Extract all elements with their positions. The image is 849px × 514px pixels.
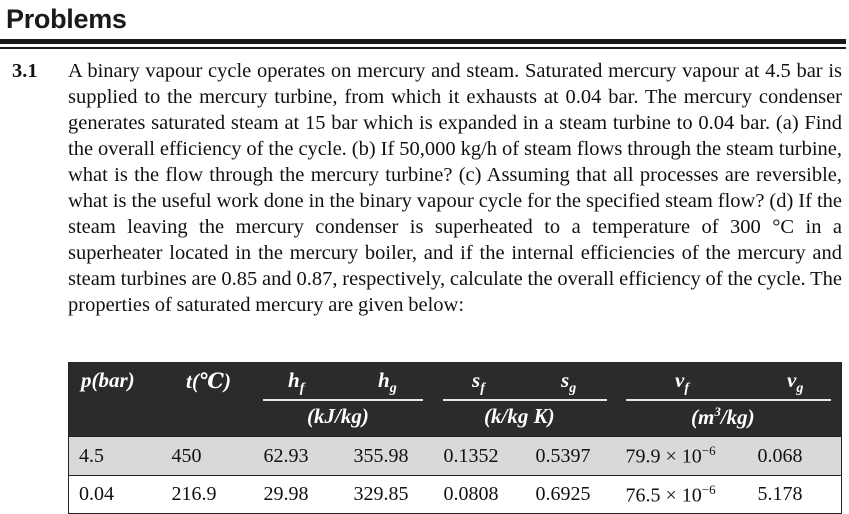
header-pressure: p(bar) bbox=[81, 368, 135, 392]
header-sf: $s_f$ bbox=[472, 368, 485, 397]
cell-hf: 62.93 bbox=[254, 437, 344, 476]
header-sg: $s_g$ bbox=[561, 368, 577, 397]
s-unit: (k/kg K) bbox=[484, 404, 555, 428]
cell-sg: 0.6925 bbox=[526, 476, 616, 514]
cell-hg: 329.85 bbox=[344, 476, 434, 514]
cell-sf: 0.1352 bbox=[434, 437, 526, 476]
s-unit-rule bbox=[443, 399, 607, 401]
problem-text: A binary vapour cycle operates on mercury and steam. Saturated mercury vapour at 4.5 bar is supplied to the mercury turbine, from which it exhausts at 0.04 bar. The mercury condenser generates saturated steam at 15 bar which is expanded in a steam turbine to 0.04 bar. (a) Find the overall efficiency of the cycle. (b) If 50,000 kg/h of steam flows through the steam turbine, what is the flow through the mercury turbine? (c) Assuming that all processes are reversible, what is the useful work done in the binary vapour cycle for the specified steam flow? (d) If the steam leaving the mercury condenser is superheated to a temperature of 300 °C in a superheater located in the mercury boiler, and if the internal efficiencies of the mercury and steam turbines are 0.85 and 0.87, respectively, calculate the overall efficiency of the cycle. The properties of saturated mercury are given below: bbox=[68, 60, 842, 316]
cell-p: 0.04 bbox=[69, 476, 162, 514]
heading-rule-thin bbox=[0, 47, 846, 49]
h-unit: (kJ/kg) bbox=[307, 404, 369, 428]
cell-t: 216.9 bbox=[162, 476, 254, 514]
cell-sf: 0.0808 bbox=[434, 476, 526, 514]
table-row bbox=[69, 476, 842, 514]
header-hg: $h_g$ bbox=[378, 368, 397, 397]
cell-vg: 0.068 bbox=[748, 437, 842, 476]
header-vg: $v_g$ bbox=[787, 368, 804, 397]
cell-p: 4.5 bbox=[69, 437, 162, 476]
cell-hf: 29.98 bbox=[254, 476, 344, 514]
heading-rule-thick bbox=[0, 39, 846, 44]
table-row bbox=[69, 437, 842, 476]
cell-hg: 355.98 bbox=[344, 437, 434, 476]
v-unit-rule bbox=[626, 399, 831, 401]
problem-block bbox=[12, 58, 842, 318]
table-header bbox=[69, 362, 842, 437]
mercury-properties-table bbox=[68, 362, 842, 514]
h-unit-rule bbox=[263, 399, 423, 401]
v-unit: $(m^3/kg)$ bbox=[691, 404, 755, 429]
header-hf: $h_f$ bbox=[288, 368, 305, 397]
section-heading: Problems bbox=[6, 4, 127, 34]
cell-sg: 0.5397 bbox=[526, 437, 616, 476]
cell-vg: 5.178 bbox=[748, 476, 842, 514]
cell-vf: $76.5 \times 10^{-6}$ bbox=[616, 476, 748, 514]
problem-number: 3.1 bbox=[12, 60, 38, 82]
cell-t: 450 bbox=[162, 437, 254, 476]
header-temperature: t(℃) bbox=[186, 369, 231, 393]
header-vf: $v_f$ bbox=[675, 368, 689, 397]
cell-vf: $79.9 \times 10^{-6}$ bbox=[616, 437, 748, 476]
table-header-row bbox=[69, 362, 842, 437]
